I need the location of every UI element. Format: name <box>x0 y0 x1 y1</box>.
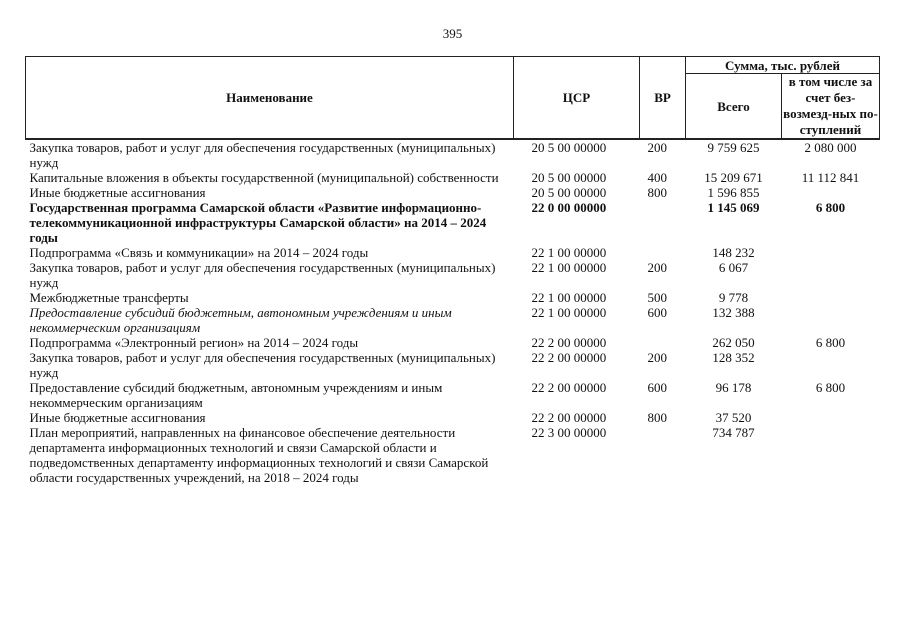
row-vr: 800 <box>647 185 667 200</box>
row-name: Иные бюджетные ассигнования <box>29 185 206 200</box>
row-name: Межбюджетные трансферты <box>29 290 189 305</box>
row-name: Подпрограмма «Связь и коммуникации» на 2014 – 2024 годы <box>29 245 369 260</box>
row-free: 6 800 <box>815 380 846 395</box>
row-vr: 400 <box>647 170 667 185</box>
row-total: 128 352 <box>712 350 755 365</box>
row-csr: 22 2 00 00000 <box>531 335 607 350</box>
row-name: Иные бюджетные ассигнования <box>29 410 206 425</box>
row-csr: 22 2 00 00000 <box>531 410 607 425</box>
table-row <box>26 200 880 245</box>
table-row <box>26 290 880 305</box>
row-vr: 600 <box>647 305 667 320</box>
page-number: 395 <box>442 26 463 41</box>
row-vr: 200 <box>647 260 667 275</box>
row-name: План мероприятий, направленных на финансовое обеспечение деятельности департамента информационных технологий и связи Самарской области и подведомственных департаменту информационных технологий и связи Самарской области государственных учреждений, на 2018 – 2024 годы <box>29 425 489 485</box>
table-row <box>26 335 880 350</box>
row-vr <box>640 425 686 485</box>
row-vr <box>640 245 686 260</box>
row-vr <box>640 200 686 245</box>
row-total: 132 388 <box>712 305 755 320</box>
row-vr: 600 <box>647 380 667 395</box>
budget-table-container <box>25 56 879 485</box>
row-total: 96 178 <box>715 380 752 395</box>
row-csr: 20 5 00 00000 <box>531 185 607 200</box>
table-row <box>26 170 880 185</box>
header-total: Всего <box>686 74 782 140</box>
table-row <box>26 305 880 335</box>
row-total: 1 596 855 <box>707 185 760 200</box>
row-total: 734 787 <box>712 425 755 440</box>
row-total: 9 778 <box>718 290 749 305</box>
row-csr: 22 1 00 00000 <box>531 245 607 260</box>
row-csr: 20 5 00 00000 <box>531 140 607 155</box>
row-free <box>782 350 880 380</box>
row-csr: 22 0 00 00000 <box>531 200 607 215</box>
row-free: 6 800 <box>815 335 846 350</box>
table-row <box>26 410 880 425</box>
row-total: 15 209 671 <box>704 170 763 185</box>
row-name: Государственная программа Самарской области «Развитие информационно-телекоммуникационной инфраструктуры Самарской области» на 2014 – 2024 годы <box>29 200 487 245</box>
header-vr: ВР <box>640 57 686 140</box>
row-total: 1 145 069 <box>707 200 760 215</box>
row-free <box>782 260 880 290</box>
row-free <box>782 410 880 425</box>
table-row <box>26 380 880 410</box>
table-row <box>26 139 880 170</box>
header-sum: Сумма, тыс. рублей <box>686 57 880 74</box>
row-free: 11 112 841 <box>801 170 860 185</box>
row-vr <box>640 335 686 350</box>
row-total: 148 232 <box>712 245 755 260</box>
table-row <box>26 185 880 200</box>
row-csr: 22 2 00 00000 <box>531 380 607 395</box>
row-vr: 200 <box>647 350 667 365</box>
row-free: 6 800 <box>815 200 846 215</box>
header-free: в том числе за счет без-возмезд-ных по-ступлений <box>783 74 878 137</box>
row-name: Предоставление субсидий бюджетным, автономным учреждениям и иным некоммерческим организациям <box>29 305 452 335</box>
header-name: Наименование <box>26 57 514 140</box>
table-row <box>26 245 880 260</box>
row-csr: 22 1 00 00000 <box>531 305 607 320</box>
row-name: Закупка товаров, работ и услуг для обеспечения государственных (муниципальных) нужд <box>29 350 496 380</box>
row-name: Капитальные вложения в объекты государственной (муниципальной) собственности <box>29 170 499 185</box>
row-name: Закупка товаров, работ и услуг для обеспечения государственных (муниципальных) нужд <box>29 140 496 170</box>
row-name: Предоставление субсидий бюджетным, автономным учреждениям и иным некоммерческим организациям <box>29 380 443 410</box>
table-row <box>26 425 880 485</box>
row-total: 6 067 <box>718 260 749 275</box>
row-free <box>782 290 880 305</box>
row-vr: 200 <box>647 140 667 155</box>
row-free <box>782 185 880 200</box>
row-csr: 22 3 00 00000 <box>531 425 607 440</box>
row-vr: 500 <box>647 290 667 305</box>
table-header <box>26 57 880 140</box>
row-csr: 20 5 00 00000 <box>531 170 607 185</box>
row-free <box>782 245 880 260</box>
row-total: 9 759 625 <box>707 140 760 155</box>
row-total: 37 520 <box>715 410 752 425</box>
table-row <box>26 350 880 380</box>
table-row <box>26 260 880 290</box>
row-total: 262 050 <box>712 335 755 350</box>
row-free <box>782 425 880 485</box>
row-free: 2 080 000 <box>804 140 857 155</box>
row-name: Подпрограмма «Электронный регион» на 2014 – 2024 годы <box>29 335 359 350</box>
table-body <box>26 139 880 485</box>
row-free <box>782 305 880 335</box>
row-csr: 22 2 00 00000 <box>531 350 607 365</box>
row-csr: 22 1 00 00000 <box>531 290 607 305</box>
row-csr: 22 1 00 00000 <box>531 260 607 275</box>
row-vr: 800 <box>647 410 667 425</box>
budget-table <box>25 56 880 485</box>
header-csr: ЦСР <box>514 57 640 140</box>
row-name: Закупка товаров, работ и услуг для обеспечения государственных (муниципальных) нужд <box>29 260 496 290</box>
